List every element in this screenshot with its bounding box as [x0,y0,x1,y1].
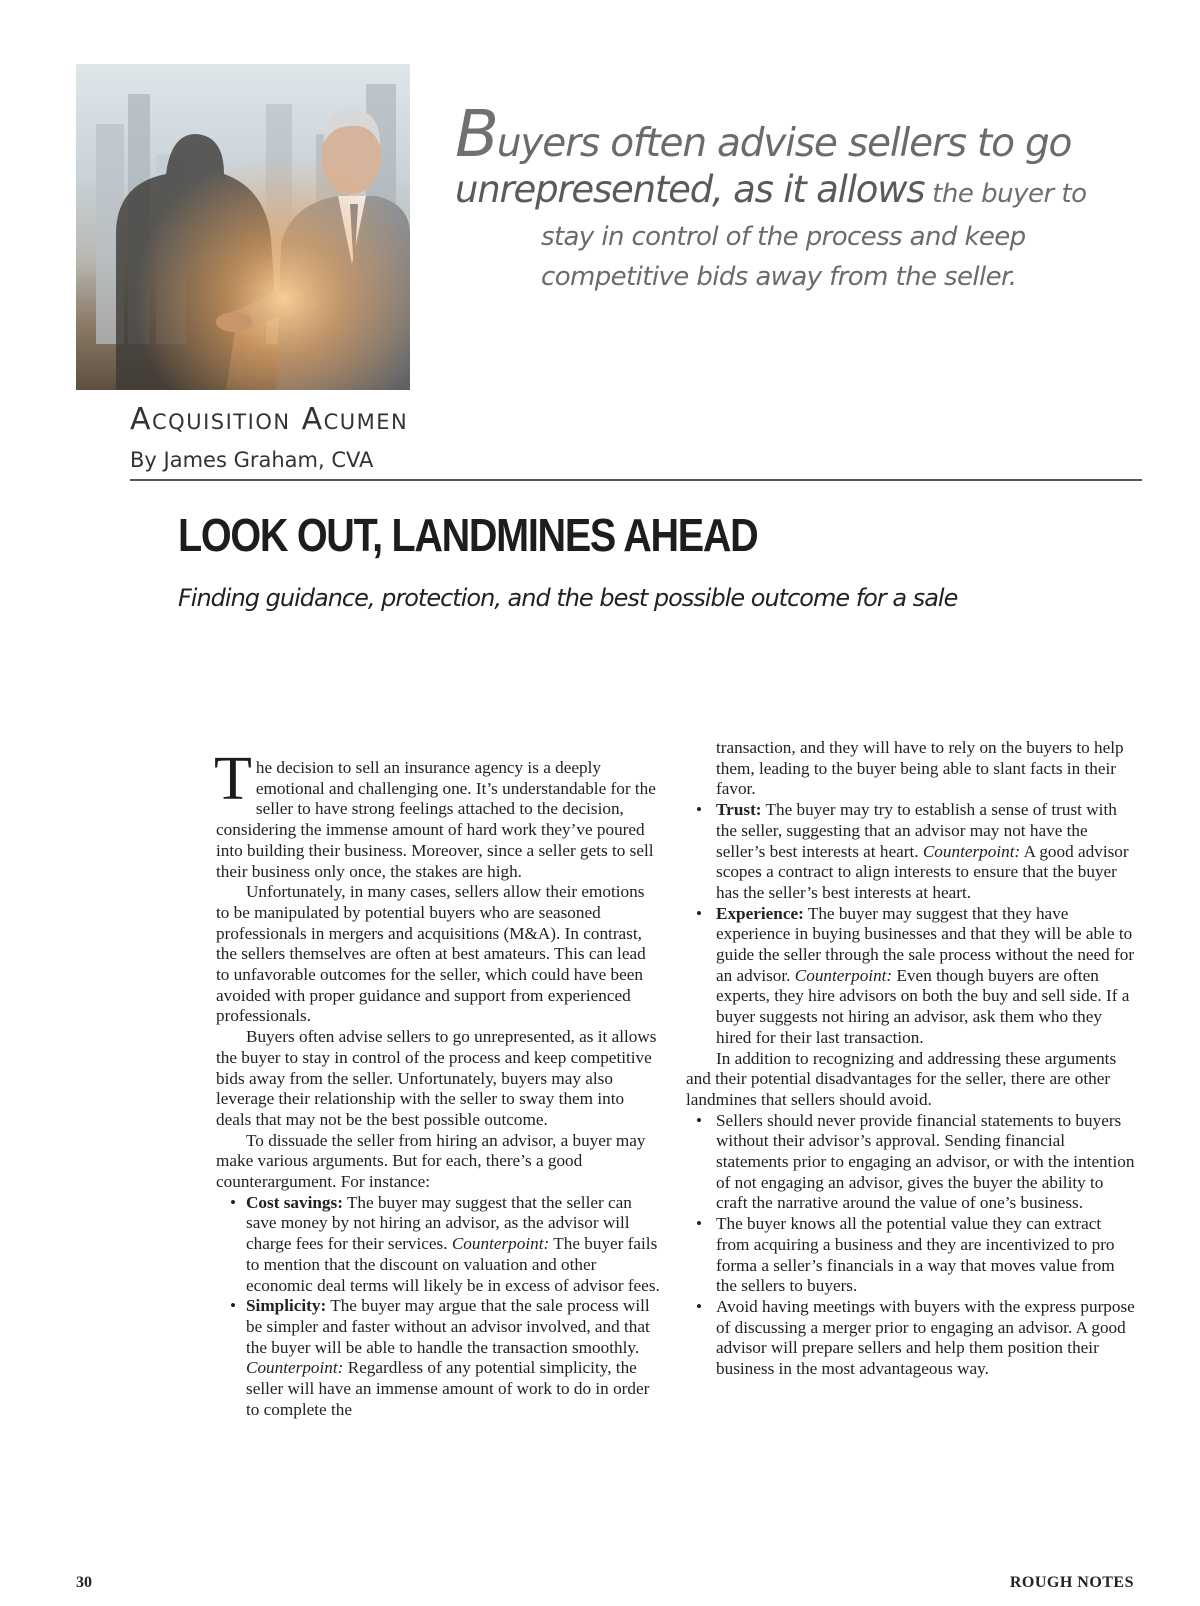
list-item: • Avoid having meetings with buyers with the express purpose of discussing a merger prior to engaging an advisor. A good advisor will prepare sellers and help them position their business in the most advantageous way. [686,1297,1136,1380]
argument-text: The buyer may try to establish a sense of trust with the seller, suggesting that an advisor may not have the seller’s best interests at heart. [716,800,1117,861]
column-name: Acquisition Acumen [130,402,409,437]
counterpoint-label: Counterpoint: [922,841,1021,861]
pull-quote-line-2-small: the buyer to [924,179,1087,209]
magazine-name: ROUGH NOTES [1009,1574,1134,1591]
counterpoint-text: The buyer fails to mention that the discount on valuation and other economic deal terms will likely be in excess of advisor fees. [246,1234,660,1295]
argument-label: Trust: [716,800,762,820]
body-column-right [686,738,1136,1380]
argument-label: Simplicity: [246,1296,327,1316]
landmine-list [686,1111,1136,1380]
pull-quote-line-1 [455,98,1135,172]
pull-quote-drop-letter: B [455,98,497,172]
body-column-left [214,745,661,1421]
counterpoint-text: Regardless of any potential simplicity, the seller will have an immense amount of work to do in order to complete the [246,1358,650,1419]
paragraph-1-text: he decision to sell an insurance agency is a deeply emotional and challenging one. It’s understandable for the seller to have strong feelings attached to the decision, considering the immense amount of hard work they’ve poured into building their business. Moreover, since a seller gets to sell their business only once, the stakes are high. [216,758,656,881]
counterpoint-label: Counterpoint: [794,965,893,985]
argument-list-left [216,1193,661,1421]
handshake-photo-illustration [76,64,410,390]
paragraph-1 [214,745,661,882]
argument-text: The buyer may argue that the sale process will be simpler and faster without an advisor involved, and that the buyer will be able to handle the transaction smoothly. [246,1296,650,1357]
list-item: • The buyer knows all the potential value they can extract from acquiring a business and they are incentivized to pro forma a seller’s financials in a way that moves value from the sellers to buyers. [686,1214,1136,1297]
header-divider [130,479,1142,481]
counterpoint-label: Counterpoint: [451,1234,550,1254]
paragraph-2: Unfortunately, in many cases, sellers allow their emotions to be manipulated by potential buyers who are seasoned professionals in mergers and acquisitions (M&A). In contrast, the sellers themselves are often at best amateurs. This can lead to unfavorable outcomes for the seller, which could have been avoided with proper guidance and support from experienced professionals. [216,882,646,1026]
counterpoint-text: Even though buyers are often experts, they hire advisors on both the buy and sell side. If a buyer suggests not hiring an advisor, ask them who they hired for their last transaction. [716,965,1130,1047]
argument-list-right [686,800,1136,1048]
drop-cap: T [214,745,252,813]
argument-text: The buyer may suggest that they have experience in buying businesses and that they will be able to guide the seller through the sale process without the need for an advisor. [716,903,1135,985]
argument-label: Cost savings: [246,1192,343,1212]
pull-quote-line-3: stay in control of the process and keep [541,222,1026,252]
argument-text: The buyer may suggest that the seller can save money by not hiring an advisor, as the advisor will charge fees for their services. [246,1192,632,1254]
list-item [686,904,1136,1049]
byline: By James Graham, CVA [130,448,374,472]
argument-label: Experience: [716,903,804,923]
list-item [216,1296,661,1420]
list-item: • Sellers should never provide financial statements to buyers without their advisor’s approval. Sending financial statements prior to engaging an advisor, or with the intention of not engaging an advisor, gives the buyer the ability to craft the narrative around the value of one’s business. [686,1111,1136,1215]
list-item [686,800,1136,904]
headline: LOOK OUT, LANDMINES AHEAD [178,509,758,561]
counterpoint-text: A good advisor scopes a contract to align interests to ensure that the buyer has the seller’s best interests at heart. [716,841,1129,902]
page-number: 30 [76,1574,92,1591]
article-photo-handshake [76,64,410,390]
list-item [216,1193,661,1297]
pull-quote-line-1-text: uyers often advise sellers to go [496,121,1072,166]
pull-quote-line-4: competitive bids away from the seller. [541,262,1017,292]
pull-quote-line-2-large: unrepresented, as it allows [455,168,925,211]
counterpoint-label: Counterpoint: [246,1358,344,1378]
paragraph-4: To dissuade the seller from hiring an advisor, a buyer may make various arguments. But for each, there’s a good counterargument. For instance: [216,1130,646,1192]
subhead: Finding guidance, protection, and the best possible outcome for a sale [178,584,958,612]
paragraph-5: In addition to recognizing and addressing these arguments and their potential disadvantages for the seller, there are other landmines that sellers should avoid. [686,1048,1117,1109]
continuation-text: transaction, and they will have to rely on the buyers to help them, leading to the buyer being able to slant facts in their favor. [716,738,1124,799]
pull-quote-line-2 [455,167,1135,217]
pull-quote [455,98,1135,297]
paragraph-3: Buyers often advise sellers to go unrepresented, as it allows the buyer to stay in control of the process and keep competitive bids away from the seller. Unfortunately, buyers may also leverage their relationship with the seller to sway them into deals that may not be the best possible outcome. [216,1027,657,1129]
